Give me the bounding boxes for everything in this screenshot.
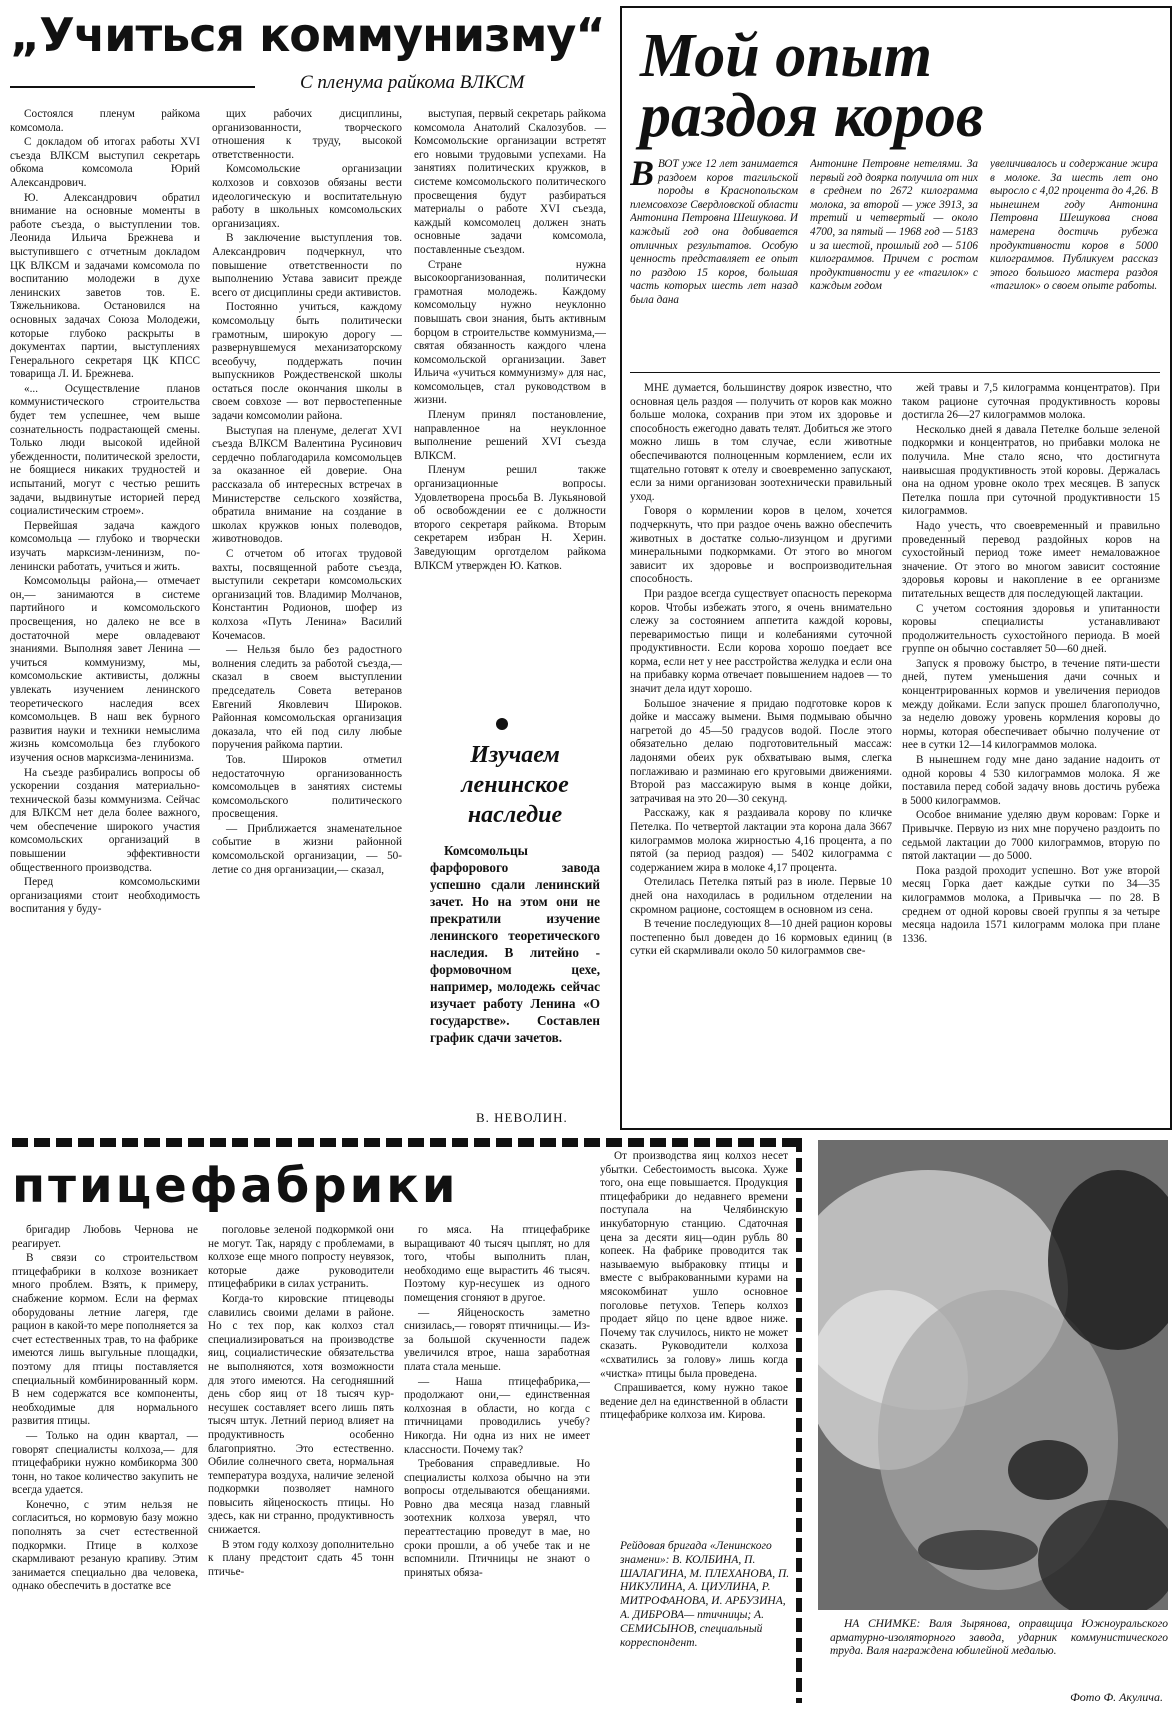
article2-body: Комсомольцы фарфорового завода успешно сдали ленинский зачет. Но на этом они не прекратили изучение ленинского теоретического наследия. В литейно - формовочном цехе, например, молодежь сейчас изучает работу Ленина «О государстве». Составлен график сдачи зачетов. <box>430 843 600 1045</box>
article4-col4-paragraph: От производства яиц колхоз несет убытки. Себестоимость высока. Хуже того, она еще повышается. Продукция птицефабрики до недавнего времени поступала на Челябинскую инкубаторную станцию. Сдаточная цена за десяти яиц—один рубль 80 копеек. На фабрике проводится так называемую выбраковку птицы и вместе с выбракованными курами на мясокомбинат ушло основное поголовье петухов. Теперь колхоз продает яйцо по цене вдвое ниже. Почему так случилось, никто не может сказать. Руководители колхоза «схватились за голову» лишь когда «чистка» птицы была проведена. <box>600 1150 788 1380</box>
article2-author: В. НЕВОЛИН. <box>476 1110 568 1125</box>
article1-col2-paragraph: щих рабочих дисциплины, организованности, творческого отношения к труду, высокой ответственности. <box>212 108 402 161</box>
article3-body-col1 <box>630 382 892 1117</box>
article1-col1-paragraph: На съезде разбирались вопросы об ускорении создания материально-технической базы коммунизма. Сейчас для ВЛКСМ нет дела более важного, чем обеспечение широкого участия комсомольских организаций в повышении эффективности общественного производства. <box>10 766 200 874</box>
article4-col2-paragraph: В этом году колхозу дополнительно к плану предстоит сдать 45 тонн птичье- <box>208 1538 394 1578</box>
article1-col1-paragraph: «... Осуществление планов коммунистического строительства будет тем успешнее, чем выше сознательность подрастающей смены. Только люди высокой идейной убежденности, политической зрелости, не боящиеся никаких трудностей и испытаний, могут с честью решить задачи, выдвинутые историей перед социалистическим строем». <box>10 382 200 518</box>
article1-col1 <box>10 108 200 1118</box>
article4-signature: Рейдовая бригада «Ленинского знамени»: В. КОЛБИНА, П. ШАЛАГИНА, М. ПЛЕХАНОВА, П. НИКУЛИНА, А. ЦИУЛИНА, Р. МИТРОФАНОВА, И. АРБУЗИНА, А. ДИБРОВА— птичницы; А. СЕМИСЫНОВ, специальный корреспондент. <box>620 1540 790 1649</box>
article3-body-col1-text <box>630 382 892 959</box>
article3-intro-col1-text: ВОТ уже 12 лет занимается раздоем коров тагильской породы в Краснопольском племсовхозе Свердловской области Антонина Петровна Шешукова. И каждый год она добивается отличных результатов. Особую ценность представляет ее опыт по раздою 15 коров, большая часть которых шесть лет назад была дана <box>630 158 798 306</box>
portrait-photo-graphic <box>818 1140 1168 1610</box>
article1-col2-text <box>212 108 402 877</box>
article3-intro-col3: увеличивалось и содержание жира в молоке. За шесть лет оно выросло с 4,02 процента до 4,26. В нынешнем году Антонина Петровна Шешукова снова намерена достичь рубежа продуктивности коров в 5000 килограммов. Публикуем рассказ этого большого мастера раздоя «тагилок» о своем опыте работы. <box>990 158 1158 293</box>
article4-col2-paragraph: Когда-то кировские птицеводы славились своими делами в районе. Но с тех пор, как колхоз стал специализироваться на производстве яиц, социалистические обязательства не выполняются, хотя возможности для этого имеются. На сегодняшний день сбор яиц от 18 тысяч кур-несушек составляет всего лишь пять тысяч штук. Летний период влияет на продуктивность особенно благоприятно. Это естественно. Обилие солнечного света, нормальная температура воздуха, наличие зеленой подкормки позволяет намного повысить яйценоскость птицы. Но здесь, как ни странно, продуктивность снижается. <box>208 1292 394 1537</box>
dropcap-v: В <box>630 158 655 193</box>
article4-col3-text <box>404 1224 590 1580</box>
article4-top-border <box>12 1138 802 1147</box>
article3-body-col1-paragraph: В течение последующих 8—10 дней рацион коровы постепенно был доведен до 16 кормовых единиц (в сутки ей скармливали около 50 килограммов све- <box>630 918 892 958</box>
article3-body-col1-paragraph: МНЕ думается, большинству доярок известно, что основная цель раздоя — получить от коров как можно больше молока, сохранив при этом их здоровье и способность ежегодно давать телят. Добиться же этого можно лишь в том случае, если животные обеспечиваются полноценным кормлением, если их тщательно готовят к отелу и своевременно запускают, если за ними организован зоотехнически правильный уход. <box>630 382 892 503</box>
article2-title: Изучаем ленинское наследие <box>461 742 569 828</box>
article1-col1-paragraph: Первейшая задача каждого комсомольца — глубоко и творчески изучать марксизм-ленинизм, по-ленински работать, учиться и жить. <box>10 519 200 573</box>
article1-col2-paragraph: Выступая на пленуме, делегат XVI съезда ВЛКСМ Валентина Русинович сердечно поблагодарила комсомольцев за оказанное ей доверие. Она рассказала об интересных встречах в Министерстве сельского хозяйства, обратила внимание на создание в школах кружков юных полеводов, животноводов. <box>212 424 402 546</box>
article1-col2 <box>212 108 402 1118</box>
article1-col2-paragraph: Комсомольские организации колхозов и совхозов обязаны вести идеологическую и воспитательную работу в школьных комсомольских организациях. <box>212 163 402 230</box>
article3-body-col1-paragraph: Отелилась Петелка пятый раз в июле. Первые 10 дней она находилась в родильном отделении на скромном рационе, состоящем в основном из сена. <box>630 876 892 916</box>
article4-col4-paragraph: Спрашивается, кому нужно такое ведение дел на единственной в области птицефабрике колхоза им. Кирова. <box>600 1382 788 1422</box>
article1-subtitle: С пленума райкома ВЛКСМ <box>300 72 525 93</box>
article1-col2-paragraph: Тов. Широков отметил недостаточную организованность комсомольцев в занятиях системы комсомольского политического просвещения. <box>212 753 402 821</box>
article3-body-col2-paragraph: Надо учесть, что своевременный и правильно проведенный перевод раздойных коров на сухостойный период тоже имеет немаловажное значение. От этого во многом зависит состояние здоровья коровы и накопление в ее организме питательных веществ для последующей лактации. <box>902 519 1160 600</box>
article4-col3-paragraph: Требования справедливые. Но специалисты колхоза обычно на эти вопросы отделываются обещаниями. Ровно два месяца назад главный зоотехник колхоза уверял, что переаттестацию проведут в мае, но сроки прошли, а об учебе так и не вспомнили. Птичницы не знают о принятых обяза- <box>404 1458 590 1579</box>
article3-body-col2-paragraph: С учетом состояния здоровья и упитанности коровы специалисты устанавливают продолжительность сухостойного периода. В моей группе он обычно составляет 50—60 дней. <box>902 602 1160 656</box>
article4-col1-text <box>12 1224 198 1594</box>
article4-col4 <box>600 1150 788 1540</box>
article1-col2-paragraph: В заключение выступления тов. Александрович подчеркнул, что повышение ответственности по выполнению Устава зависит прежде всего от дисциплины среди активистов. <box>212 232 402 299</box>
article3-body-col2-paragraph: Пока раздой проходит успешно. Вот уже второй месяц Горка дает каждые сутки по 34—35 килограммов молока, а Привычка — по 28. В среднем от одной коровы своей группы я за четыре месяца надоила 1571 килограмм молока при плане 1336. <box>902 864 1160 945</box>
article1-col1-paragraph: Комсомольцы района,— отмечает он,— занимаются в системе партийного и комсомольского просвещения, но далеко не все в достаточной мере овладевают знаниями. Выполняя завет Ленина — учиться коммунизму, мы, комсомольские активисты, должны увлекать изучением ленинского теоретического наследия всех комсомольцев. В наш век бурного развития науки и техники немыслима жизнь комсомольца без глубокого изучения основ марксизма-ленинизма. <box>10 575 200 764</box>
article3-body-col1-paragraph: Расскажу, как я раздаивала корову по кличке Петелка. По четвертой лактации эта корона дала 3667 килограммов молока жирностью 4,16 процента, а по пятой (за период раздоя) — 5402 килограмма с содержанием жира в молоке 4,17 процента. <box>630 807 892 874</box>
article3-body-col1-paragraph: Большое значение я придаю подготовке коров к дойке и массажу вымени. Вымя подмываю обычно нагретой до 45—50 градусов водой. После этого обязательно делаю подготовительный массаж: ладонями обеих рук обхватываю вымя, слегка поглаживаю и разминаю его круговыми движениями. Второй раз массажирую вымя в конце дойки, затрачивая на это 20—30 секунд. <box>630 697 892 805</box>
article1-col2-paragraph: — Нельзя было без радостного волнения следить за работой съезда,— сказал в своем выступлении председатель Совета ветеранов Евгений Яковлевич Широков. Районная комсомольская организация доказала, что ей под силу любые поручения райкома партии. <box>212 644 402 752</box>
article4-col1-paragraph: бригадир Любовь Чернова не реагирует. <box>12 1224 198 1250</box>
article3-intro-col1 <box>630 158 798 360</box>
article3-body-col2-paragraph: Несколько дней я давала Петелке больше зеленой подкормки и концентратов, но прибавки молока не получила. Мне стало ясно, что достигнута наивысшая продуктивность этой коровы. Держалась она на одном уровне около трех месяцев. В запуск Петелка пошла при суточной продуктивности 15 килограммов. <box>902 423 1160 518</box>
article4-col2-paragraph: поголовье зеленой подкормкой они не могут. Так, наряду с проблемами, в колхозе еще много попросту неувязок, которые даже руководители птицефабрики в силах устранить. <box>208 1224 394 1291</box>
article4-col3 <box>404 1224 590 1704</box>
article1-col3-paragraph: Пленум принял постановление, направленное на неуклонное выполнение решений XVI съезда ВЛКСМ. <box>414 409 606 462</box>
article4-col1-paragraph: — Только на один квартал, — говорят специалисты колхоза,— для птицефабрики нужно комбикорма 300 тонн, но такое количество закупить не всегда удается. <box>12 1429 198 1497</box>
article3-body-col2-paragraph: Особое внимание уделяю двум коровам: Горке и Привычке. Первую из них мне поручено раздоить по седьмой лактации до 7000 килограммов, вторую по пятой лактации — до 5000. <box>902 809 1160 863</box>
article1-col2-paragraph: С отчетом об итогах трудовой вахты, посвященной работе съезда, выступили секретари комсомольских организаций тов. Владимир Молчанов, Константин Родионов, шофер из колхоза «Путь Ленина» Василий Кочемасов. <box>212 548 402 642</box>
article4-col2-text <box>208 1224 394 1579</box>
portrait-photo <box>818 1140 1168 1610</box>
article3-body-col2 <box>902 382 1160 1117</box>
article4-col3-paragraph: го мяса. На птицефабрике выращивают 40 тысяч цыплят, но для того, чтобы выполнить план, необходимо еще вырастить 46 тысяч. Поэтому кур-несушек из одного помещения сгоняют в другое. <box>404 1224 590 1304</box>
article1-col1-paragraph: С докладом об итогах работы XVI съезда ВЛКСМ выступил секретарь обкома комсомола Юрий Александрович. <box>10 136 200 189</box>
article3-body-col1-paragraph: При раздое всегда существует опасность перекорма коров. Чтобы избежать этого, я очень внимательно слежу за состоянием аппетита каждой коровы, переваримостью пищи и колебаниями суточной продуктивности. Если корова хорошо поедает все корма, если нет у нее расстройства желудка и если она на прибавку корма отвечает повышением надоев — то значит дела идут хорошо. <box>630 587 892 696</box>
article4-col2 <box>208 1224 394 1704</box>
article1-col1-text <box>10 108 200 917</box>
article1-col1-paragraph: Перед комсомольскими организациями стоит необходимость воспитания у буду- <box>10 876 200 916</box>
article4-col3-paragraph: — Яйценоскость заметно снизилась,— говорят птичницы.— Из-за большой скученности падеж увеличился втрое, наша заработная плата стала меньше. <box>404 1306 590 1373</box>
article1-col1-paragraph: Ю. Александрович обратил внимание на основные моменты в работе съезда, о выступлении тов. Леонида Ильича Брежнева и выступившего с отчетным докладом ЦК ВЛКСМ и задачами комсомола по воспитанию молодежи в духе ленинских заветов тов. Е. Тяжельникова. Остановился на основных задачах Союза Молодежи, которые глубоко раскрыты в документах партии, выступлениях Генерального секретаря ЦК КПСС товарища Л. И. Брежнева. <box>10 191 200 381</box>
article1-col3-paragraph: Пленум решил также организационные вопросы. Удовлетворена просьба В. Лукьяновой об освобождении ее с должности второго секретаря райкома. Вторым секретарем избран Н. Херин. Заведующим орготделом райкома ВЛКСМ утвержден Ю. Катков. <box>414 464 606 572</box>
article4-right-border <box>796 1138 802 1703</box>
photo-caption: НА СНИМКЕ: Валя Зырянова, оправщица Южноуральского арматурно-изоляторного завода, ударник коммунистического труда. Валя награждена юбилейной медалью. <box>830 1618 1168 1657</box>
bullet-dot <box>496 718 508 730</box>
article4-col3-paragraph: — Наша птицефабрика,— продолжают они,— единственная колхозная в области, но когда с птичницами проводились учебу? Никогда. Ни одна из них не имеет классности. Почему так? <box>404 1375 590 1456</box>
article1-col3-paragraph: Стране нужна высокоорганизованная, политически грамотная молодежь. Каждому комсомольцу нужно неуклонно повышать свои знания, быть активным борцом в строительстве коммунизма,— святая обязанность каждого члена комсомольской организации. Завет Ильича «учиться коммунизму» для нас, комсомольцев, стал руководством в жизни. <box>414 258 606 407</box>
title-rule <box>10 86 255 88</box>
article1-col3 <box>414 108 606 720</box>
article3-intro-rule <box>630 372 1160 373</box>
article1-col3-paragraph: выступая, первый секретарь райкома комсомола Анатолий Скалозубов. — Комсомольские организации встретят его новыми трудовыми успехами. На занятиях политических кружков, в системе комсомольского политического просвещения будут разбираться материалы о работе XVI съезда, каждый комсомолец должен знать основные задачи комсомола, поставленные съездом. <box>414 108 606 256</box>
article4-col1-paragraph: В связи со строительством птицефабрики в колхозе возникает много проблем. Взять, к примеру, снабжение кормом. Если на фермах оборудованы летние лагеря, где рацион в какой-то мере пополняется за счет естественных трав, то на фабрике имеются лишь выгульные площадки, поэтому для птицы поставляется специальный комбинированный корм. В нем содержатся все компоненты, необходимые для нормального развития птицы. <box>12 1252 198 1428</box>
article1-col1-paragraph: Состоялся пленум райкома комсомола. <box>10 108 200 134</box>
article3-body-col2-paragraph: В нынешнем году мне дано задание надоить от одной коровы 4 530 килограммов молока. Я же поставила перед собой задачу вновь достичь рубежа в 5000 килограммов. <box>902 754 1160 807</box>
article3-body-col2-paragraph: Запуск я провожу быстро, в течение пяти-шести дней, путем уменьшения дачи сочных и концентрированных кормов и увеличения периодов между дойками. Если запуск прошел благополучно, за неделю довожу уровень кормления коровы до нормы, которая обеспечивает обычно получение от нее в сутки 12—14 килограммов молока. <box>902 657 1160 752</box>
article4-title: птицефабрики <box>12 1158 459 1214</box>
article3-body-col1-paragraph: Говоря о кормлении коров в целом, хочется подчеркнуть, что при раздое очень важно обеспечить животных в достатке солью-лизунцом и другими минеральными подкормками. От этого во многом зависит их здоровье и воспроизводительная способность. <box>630 505 892 586</box>
photo-credit: Фото Ф. Акулича. <box>1070 1690 1163 1704</box>
article3-intro-col2: Антонине Петровне нетелями. За первый год доярка получила от них в среднем по 2672 килограмма молока, за второй — уже 3913, за третий и четвертый — около 4700, за пятый — 1968 год — 5183 и за шестой, прошлый год — 5106 килограммов. Причем с ростом продуктивности у ее «тагилок» с каждым годом <box>810 158 978 293</box>
article3-title: Мой опыт раздоя коров <box>640 22 984 150</box>
article4-col1 <box>12 1224 198 1704</box>
article3-body-col2-text <box>902 382 1160 946</box>
article1-title: „Учиться коммунизму“ <box>10 8 605 62</box>
article3-body-col2-paragraph: жей травы и 7,5 килограмма концентратов). При таком рационе суточная продуктивность коровы достигла 26—27 килограммов молока. <box>902 382 1160 422</box>
article4-col1-paragraph: Конечно, с этим нельзя не согласиться, но кормовую базу можно пополнять за счет естественной подкормки. Птице в колхозе скармливают резаную крапиву. Этим занимается специально два человека, однако обеспечить в достатке все <box>12 1498 198 1593</box>
article1-col3-text <box>414 108 606 573</box>
article1-col2-paragraph: — Приближается знаменательное событие в жизни районной комсомольской организации, — 50-летие со дня организации,— сказал, <box>212 822 402 876</box>
article1-col2-paragraph: Постоянно учиться, каждому комсомольцу быть политически грамотным, широкую дорогу — развернувшемуся механизаторскому всеобучу, поддержать почин выпускников Рождественской школы остаться после окончания школы в своем совхозе — вот первостепенные задачи комсомолии района. <box>212 301 402 423</box>
article4-col4-text <box>600 1150 788 1423</box>
